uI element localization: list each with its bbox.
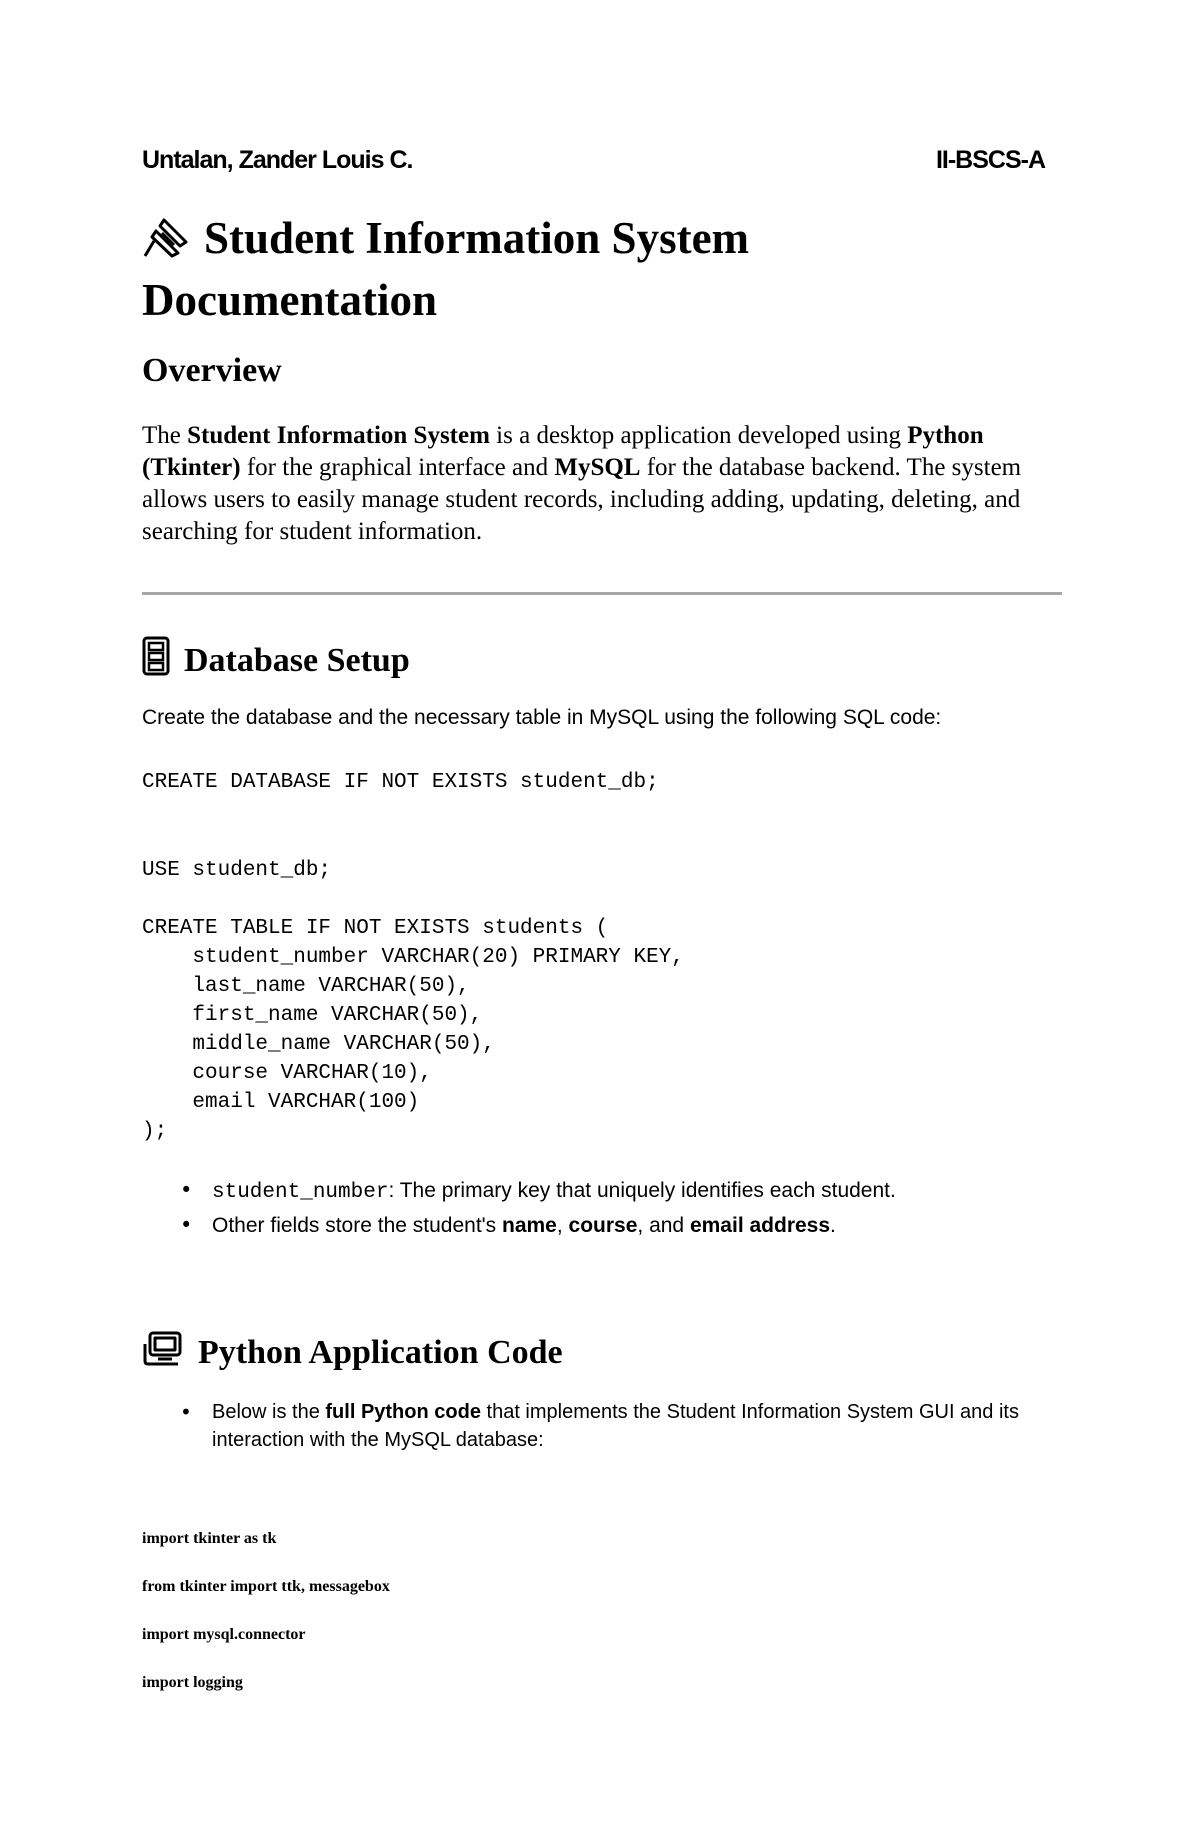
- database-setup-intro: Create the database and the necessary table in MySQL using the following SQL code:: [142, 706, 942, 729]
- database-setup-heading: [142, 636, 410, 685]
- database-setup-heading-text: Database Setup: [184, 641, 410, 679]
- computer-icon: [142, 1330, 184, 1375]
- sql-create-table: CREATE TABLE IF NOT EXISTS students ( student_number VARCHAR(20) PRIMARY KEY, last_name VARCHAR(50), first_name VARCHAR(50), middle_name VARCHAR(50), course VARCHAR(10), email VARCHAR(100) );: [142, 917, 684, 1143]
- pushpin-icon: [142, 215, 192, 272]
- python-notes-list: [180, 1398, 1080, 1454]
- class-section: II-BSCS-A: [935, 146, 1045, 174]
- document-title: [142, 210, 1042, 328]
- document-title-text: Student Information System Documentation: [142, 213, 750, 325]
- import-line: import tkinter as tk: [142, 1530, 277, 1547]
- database-notes-list: [180, 1174, 896, 1242]
- import-line: from tkinter import ttk, messagebox: [142, 1578, 390, 1595]
- list-item: • student_number: The primary key that uniquely identifies each student.: [180, 1174, 896, 1209]
- horizontal-divider: [142, 592, 1062, 595]
- author-name: Untalan, Zander Louis C.: [142, 146, 413, 174]
- python-code-heading-text: Python Application Code: [198, 1333, 563, 1371]
- python-code-heading: [142, 1330, 563, 1375]
- overview-paragraph: The Student Information System is a desktop application developed using Python (Tkinter) for the graphical interface and MySQL for the database backend. The system allows users to easily manage student records, including adding, updating, deleting, and searching for student information.: [142, 422, 1022, 545]
- list-item: • Other fields store the student's name, course, and email address.: [180, 1209, 896, 1242]
- file-cabinet-icon: [142, 636, 170, 685]
- overview-heading: Overview: [142, 352, 282, 389]
- list-item: • Below is the full Python code that implements the Student Information System GUI and its interaction with the MySQL database:: [180, 1398, 1080, 1454]
- sql-create-database: CREATE DATABASE IF NOT EXISTS student_db;: [142, 771, 659, 794]
- sql-use-database: USE student_db;: [142, 859, 332, 882]
- python-imports: [142, 1530, 390, 1722]
- import-line: import mysql.connector: [142, 1626, 306, 1643]
- import-line: import logging: [142, 1674, 243, 1691]
